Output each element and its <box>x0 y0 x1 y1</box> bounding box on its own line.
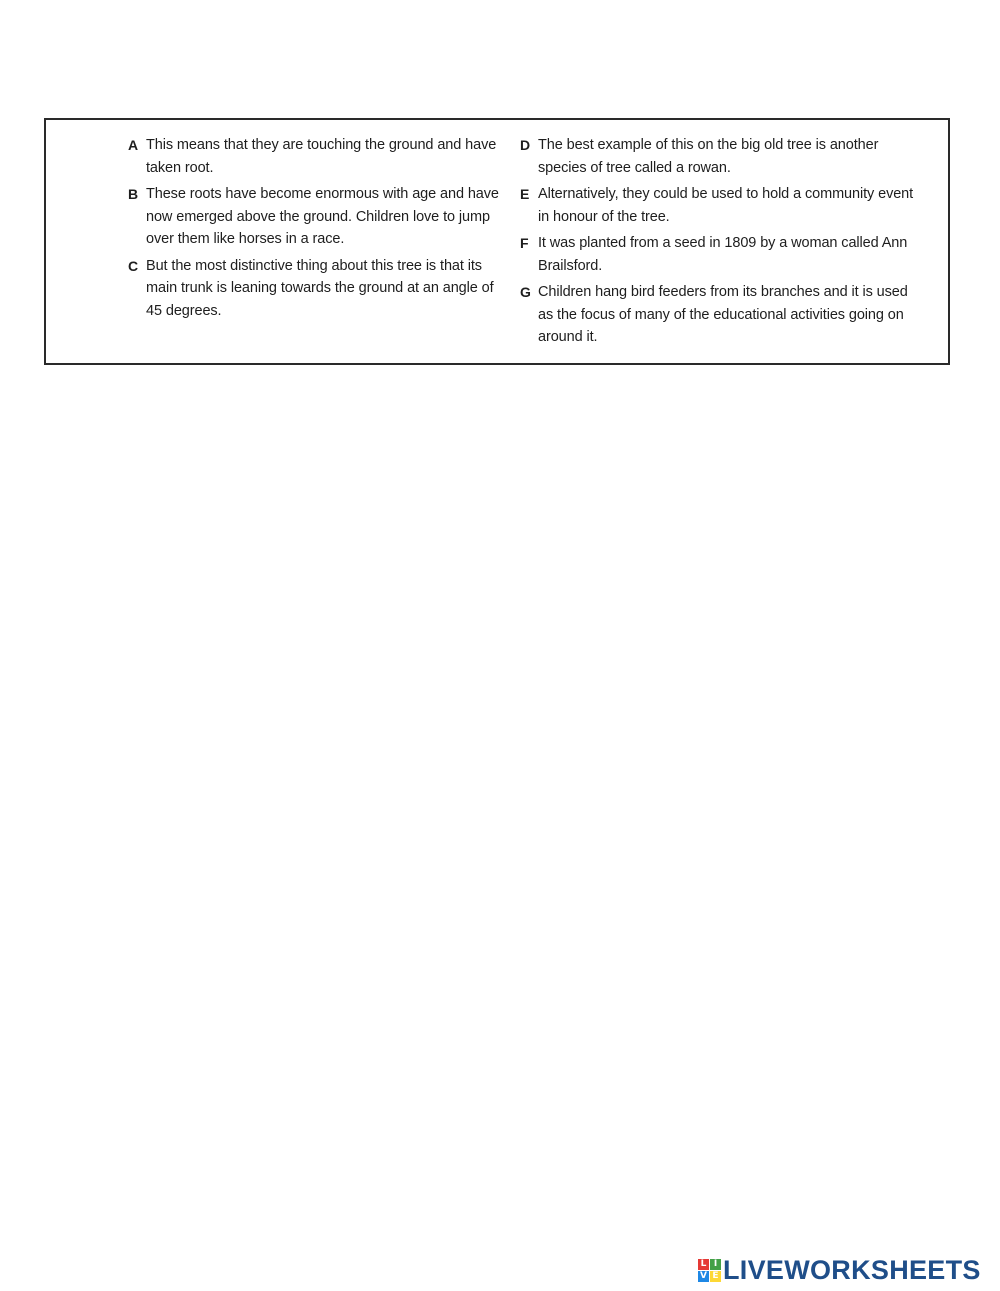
liveworksheets-logo <box>698 1254 981 1286</box>
options-column-right <box>520 134 920 353</box>
option-letter: B <box>128 186 139 202</box>
option-letter: D <box>520 137 531 153</box>
logo-text: LIVEWORKSHEETS <box>723 1254 981 1285</box>
logo-mark-letter: L <box>698 1259 709 1270</box>
option-text: The best example of this on the big old tree is another species of tree called a rowan. <box>538 137 879 176</box>
option-letter: E <box>520 186 530 202</box>
option-text: Alternatively, they could be used to hold a community event in honour of the tree. <box>538 186 914 225</box>
option-letter: A <box>128 137 139 153</box>
logo-mark-letter: E <box>710 1271 721 1282</box>
option-g <box>520 281 920 349</box>
option-b <box>128 183 506 251</box>
options-column-left <box>128 134 506 326</box>
option-e <box>520 183 920 228</box>
logo-mark-letter: V <box>698 1271 709 1282</box>
option-f <box>520 232 920 277</box>
options-box <box>44 118 950 365</box>
option-letter: G <box>520 284 531 300</box>
option-text: Children hang bird feeders from its branches and it is used as the focus of many of the educational activities going on around it. <box>538 284 908 345</box>
option-text: But the most distinctive thing about this tree is that its main trunk is leaning towards the ground at an angle of 45 degrees. <box>146 257 494 319</box>
option-text: This means that they are touching the ground and have taken root. <box>146 137 497 176</box>
logo-mark-icon <box>698 1259 721 1282</box>
option-d <box>520 134 920 179</box>
option-a <box>128 134 506 179</box>
option-text: It was planted from a seed in 1809 by a woman called Ann Brailsford. <box>538 235 908 274</box>
option-c <box>128 255 506 323</box>
option-letter: C <box>128 257 139 274</box>
option-text: These roots have become enormous with age and have now emerged above the ground. Children love to jump over them like horses in a race. <box>146 186 499 247</box>
option-letter: F <box>520 235 529 251</box>
logo-mark-letter: I <box>710 1259 721 1270</box>
